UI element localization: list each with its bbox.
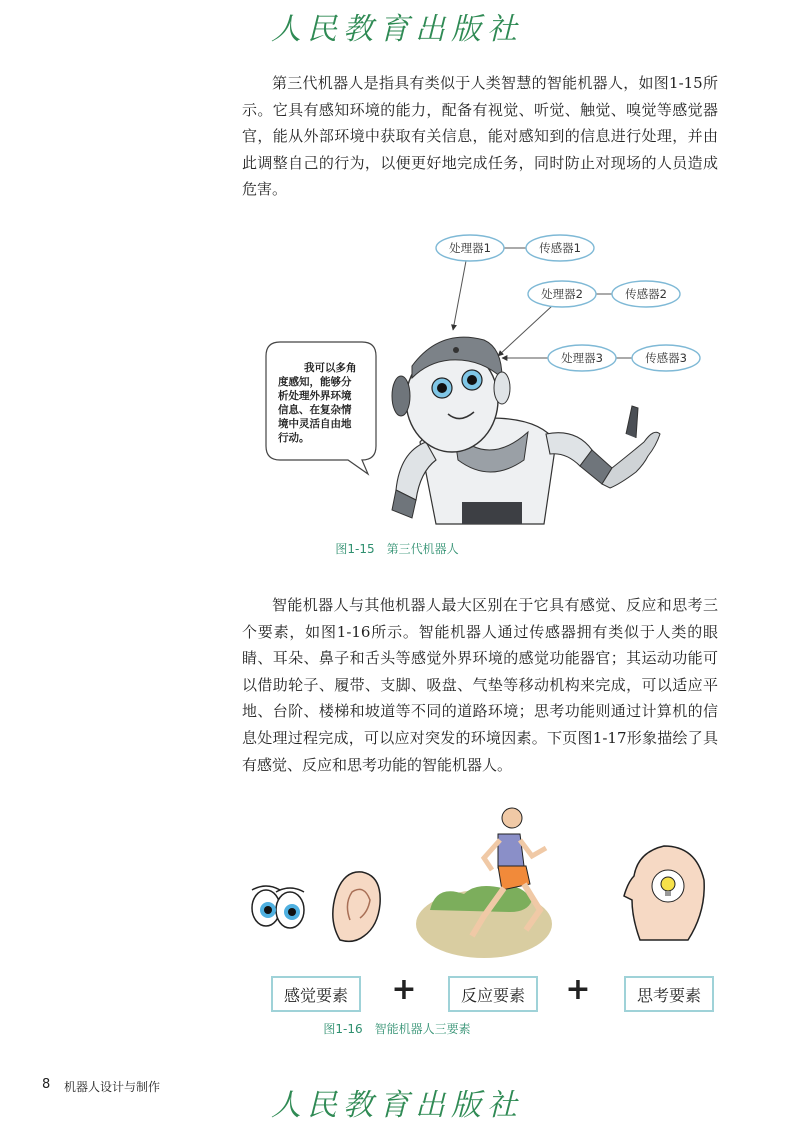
runner-icon <box>416 808 552 958</box>
plus-sign-1: + <box>391 972 417 1007</box>
processor1-label: 处理器1 <box>449 241 491 255</box>
paragraph-2: 智能机器人与其他机器人最大区别在于它具有感觉、反应和思考三个要素，如图1-16所示。智能机器人通过传感器拥有类似于人类的眼睛、耳朵、鼻子和舌头等感觉外界环境的感觉功能器官；其运动功能可以借助轮子、履带、支脚、吸盘、气垫等移动机构来完成，可以适应平地、台阶、楼梯和坡道等不同的道路环境；思考功能则通过计算机的信息处理过程完成，可以应对突发的环境因素。下页图1-17形象描绘了具有感觉、反应和思考功能的智能机器人。 <box>242 596 718 774</box>
speech-line-4: 信息、在复杂情 <box>278 404 352 416</box>
ear-icon <box>333 872 380 941</box>
sensor1-label: 传感器1 <box>539 241 581 255</box>
figure-1-16-caption: 图1-16 智能机器人三要素 <box>323 1022 471 1036</box>
processor2-label: 处理器2 <box>541 287 583 301</box>
publisher-logo-header: 人民教育出版社 <box>271 12 523 47</box>
figure-1-16-illustrations <box>240 800 720 970</box>
processor3-label: 处理器3 <box>561 351 603 365</box>
react-element-box: 反应要素 <box>448 976 538 1012</box>
publisher-logo-footer: 人民教育出版社 <box>271 1088 523 1123</box>
plus-sign-2: + <box>565 972 591 1007</box>
paragraph-1: 第三代机器人是指具有类似于人类智慧的智能机器人，如图1-15所示。它具有感知环境的能力，配备有视觉、听觉、触觉、嗅觉等感觉器官，能从外部环境中获取有关信息，能对感知到的信息进行处理，并由此调整自己的行为，以便更好地完成任务，同时防止对现场的人员造成危害。 <box>242 74 718 199</box>
speech-line-5: 境中灵活自由地 <box>278 418 352 430</box>
figure-1-15-robot <box>240 228 720 528</box>
robot-illustration <box>392 337 660 524</box>
speech-line-2: 度感知，能够分 <box>278 376 352 388</box>
figure-1-15-caption: 图1-15 第三代机器人 <box>335 542 459 556</box>
think-element-box: 思考要素 <box>624 976 714 1012</box>
book-title: 机器人设计与制作 <box>64 1080 161 1094</box>
sense-element-box: 感觉要素 <box>271 976 361 1012</box>
speech-line-3: 析处理外界环境 <box>278 390 352 402</box>
sensor3-label: 传感器3 <box>645 351 687 365</box>
page-number: 8 <box>42 1077 51 1092</box>
eyes-icon <box>252 886 304 928</box>
sensor2-label: 传感器2 <box>625 287 667 301</box>
speech-line-6: 行动。 <box>278 432 310 444</box>
thinking-head-icon <box>624 846 704 940</box>
speech-line-1: 我可以多角 <box>304 362 357 374</box>
